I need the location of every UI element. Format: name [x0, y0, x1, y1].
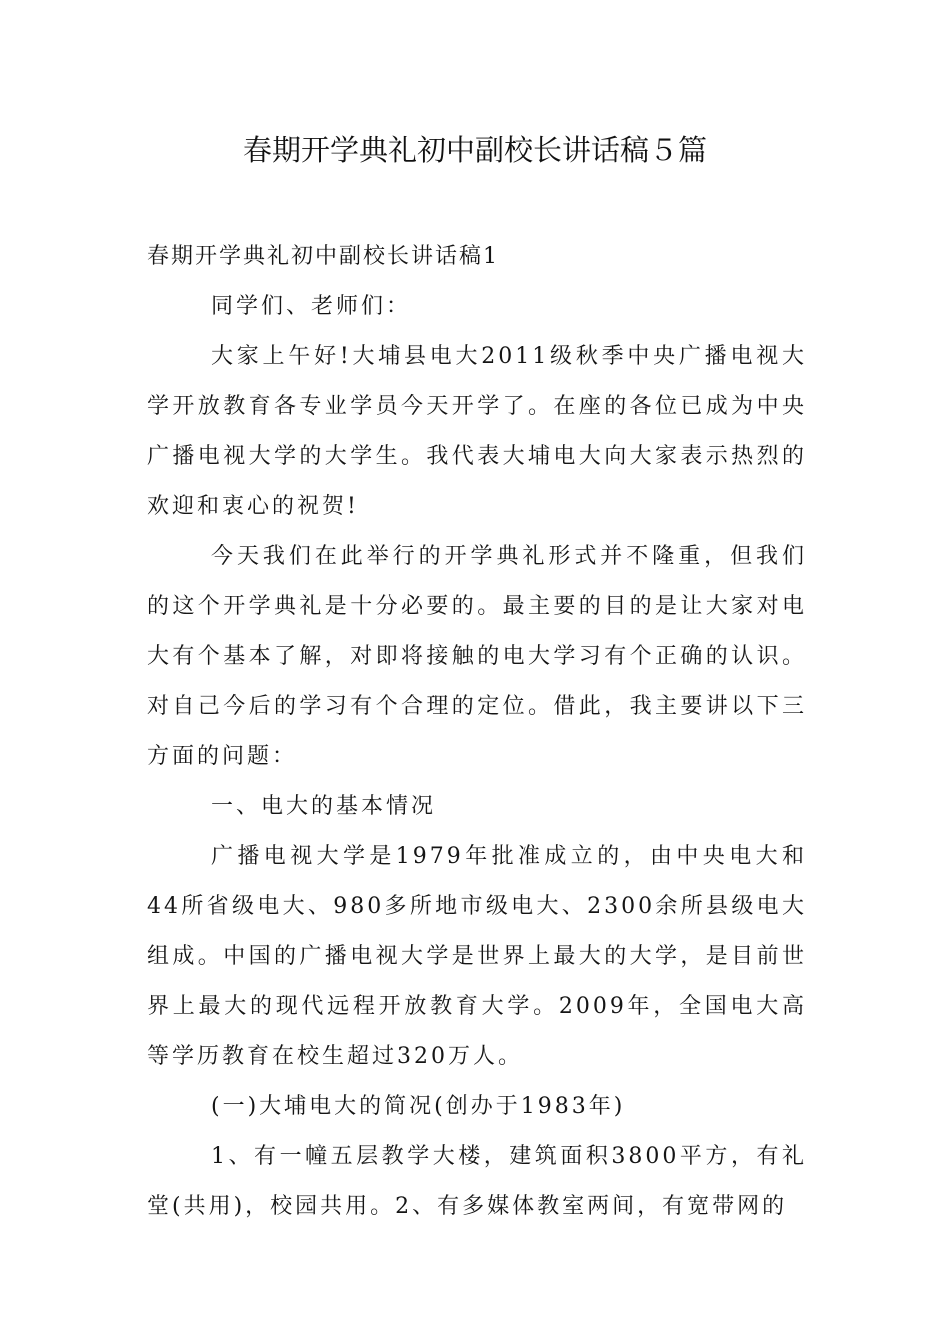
- section-heading-1: 一、电大的基本情况: [211, 794, 437, 819]
- document-title: 春期开学典礼初中副校长讲话稿５篇: [242, 133, 707, 167]
- section-subtitle: 春期开学典礼初中副校长讲话稿1: [147, 244, 499, 269]
- paragraph-overview: 广播电视大学是1979年批准成立的，由中央电大和44所省级电大、980多所地市级电大、2300余所县级电大组成。中国的广播电视大学是世界上最大的大学，是目前世界上最大的现代远程开放教育大学。2009年，全国电大高等学历教育在校生超过320万人。: [147, 844, 807, 1069]
- salutation: 同学们、老师们：: [211, 294, 412, 319]
- paragraph-purpose: 今天我们在此举行的开学典礼形式并不隆重，但我们的这个开学典礼是十分必要的。最主要的目的是让大家对电大有个基本了解，对即将接触的电大学习有个正确的认识。对自己今后的学习有个合理的定位。借此，我主要讲以下三方面的问题：: [147, 544, 807, 769]
- subsection-heading: (一)大埔电大的简况(创办于1983年): [211, 1094, 626, 1119]
- paragraph-facilities: 1、有一幢五层教学大楼，建筑面积3800平方，有礼堂(共用)，校园共用。2、有多媒体教室两间，有宽带网的: [147, 1144, 807, 1219]
- document-body: [147, 232, 807, 1232]
- paragraph-greeting: 大家上午好!大埔县电大2011级秋季中央广播电视大学开放教育各专业学员今天开学了。在座的各位已成为中央广播电视大学的大学生。我代表大埔电大向大家表示热烈的欢迎和衷心的祝贺!: [147, 344, 807, 519]
